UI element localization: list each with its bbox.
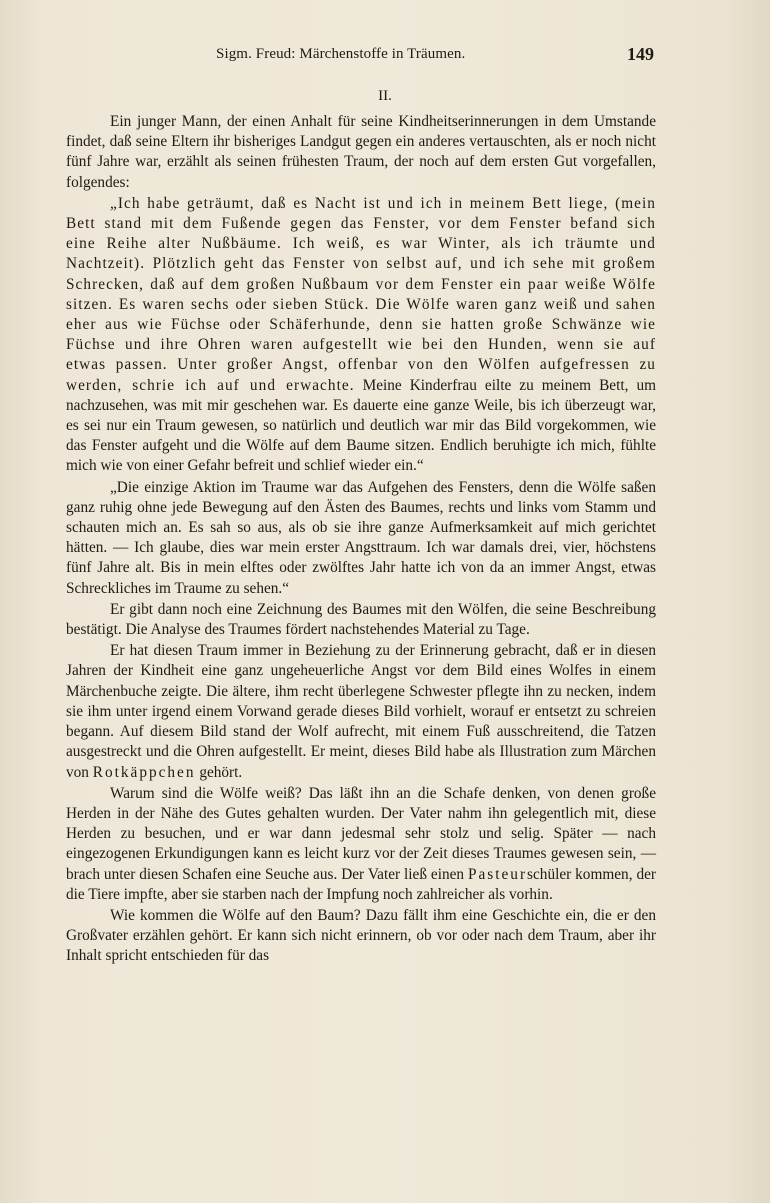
running-title: Sigm. Freud: Märchenstoffe in Träumen.	[216, 46, 466, 62]
paragraph-2-dream-report	[66, 194, 656, 477]
dream-report-spaced: „Ich habe geträumt, daß es Nacht ist und ich in meinem Bett liege, (mein Bett stand mit dem Fußende gegen das Fenster, vor dem Fenster befand sich eine Reihe alter Nußbäume. Ich weiß, es war Winter, als ich träumte und Nachtzeit). Plötzlich geht das Fenster von selbst auf, und ich sehe mit großem Schrecken, daß auf dem großen Nußbaum vor dem Fenster ein paar weiße Wölfe sitzen. Es waren sechs oder sieben Stück. Die Wölfe waren ganz weiß und sahen eher aus wie Füchse oder Schäferhunde, denn sie hatten große Schwänze wie Füchse und ihre Ohren waren aufgestellt wie bei den Hunden, wenn sie auf etwas passen. Unter großer Angst, offenbar von den Wölfen aufgefressen zu werden, schrie ich auf und erwachte.	[66, 194, 656, 394]
rotkaeppchen-spaced: Rotkäppchen	[92, 763, 196, 781]
body-text	[66, 112, 656, 967]
paragraph-5-text-a: Er hat diesen Traum immer in Beziehung zu der Erinnerung gebracht, daß er in diesen Jahren der Kindheit eine ganz ungeheuerliche Angst vor dem Bild eines Wolfes in einem Märchenbuche zeigte. Die ältere, ihm recht überlegene Schwester pflegte ihn zu necken, indem sie ihm unter irgend einem Vorwand gerade dieses Bild vorhielt, worauf er entsetzt zu schreien begann. Auf diesem Bild stand der Wolf aufrecht, mit einem Fuß ausschreitend, die Tatzen ausgestreckt und die Ohren aufgestellt. Er meint, dieses Bild habe als Illustration zum Märchen von	[66, 642, 656, 781]
paragraph-5-text-b: gehört.	[195, 763, 243, 781]
paragraph-5	[66, 641, 656, 782]
paragraph-4: Er gibt dann noch eine Zeichnung des Baumes mit den Wölfen, die seine Beschreibung bestätigt. Die Analyse des Traumes fördert nachstehendes Material zu Tage.	[66, 600, 656, 639]
paragraph-3: „Die einzige Aktion im Traume war das Aufgehen des Fensters, denn die Wölfe saßen ganz ruhig ohne jede Bewegung auf den Ästen des Baumes, rechts und links vom Stamm und schauten mich an. Es sah so aus, als ob sie ihre ganze Aufmerksamkeit auf mich gerichtet hätten. — Ich glaube, dies war mein erster Angsttraum. Ich war damals drei, vier, höchstens fünf Jahre alt. Bis in mein elftes oder zwölftes Jahr hatte ich von da an immer Angst, etwas Schreckliches im Traume zu sehen.“	[66, 478, 656, 597]
dream-report-continuation: Meine Kinderfrau eilte zu meinem Bett, um nachzusehen, was mit mir geschehen war. Es dauerte eine ganze Weile, bis ich überzeugt war, es sei nur ein Traum gewesen, so natürlich und deutlich war mir das Bild vorgekommen, wie das Fenster aufgeht und die Wölfe auf dem Baume sitzen. Endlich beruhigte ich mich, fühlte mich wie von einer Gefahr befreit und schlief wieder ein.“	[66, 376, 656, 475]
running-head	[98, 46, 658, 70]
page-number: 149	[627, 44, 654, 64]
section-heading: II.	[378, 88, 392, 104]
paragraph-6	[66, 784, 656, 905]
paragraph-6-text-a: Warum sind die Wölfe weiß? Das läßt ihn an die Schafe denken, von denen große Herden in der Nähe des Gutes gehalten wurden. Der Vater nahm ihn gelegentlich mit, diese Herden zu besuchen, und er war dann jedesmal sehr stolz und selig. Später — nach eingezogenen Erkundigungen kann es leicht kurz vor der Zeit dieses Traumes gewesen sein, — brach unter diesen Schafen eine Seuche aus. Der Vater ließ einen	[66, 784, 656, 883]
paragraph-6-text-b: schüler kommen, der die Tiere impfte, aber sie starben nach der Impfung noch zahlreicher als vorhin.	[66, 865, 656, 903]
paragraph-1: Ein junger Mann, der einen Anhalt für seine Kindheitserinnerungen in dem Umstande findet, daß seine Eltern ihr bisheriges Landgut gegen ein anderes vertauschten, als er noch nicht fünf Jahre war, erzählt als seinen frühesten Traum, der noch auf dem ersten Gut vorgefallen, folgendes:	[66, 113, 656, 191]
paragraph-7: Wie kommen die Wölfe auf den Baum? Dazu fällt ihm eine Geschichte ein, die er den Großvater erzählen gehört. Er kann sich nicht erinnern, ob vor oder nach dem Traum, aber ihr Inhalt spricht entschieden für das	[66, 906, 656, 965]
pasteur-spaced: Pasteur	[468, 865, 528, 883]
